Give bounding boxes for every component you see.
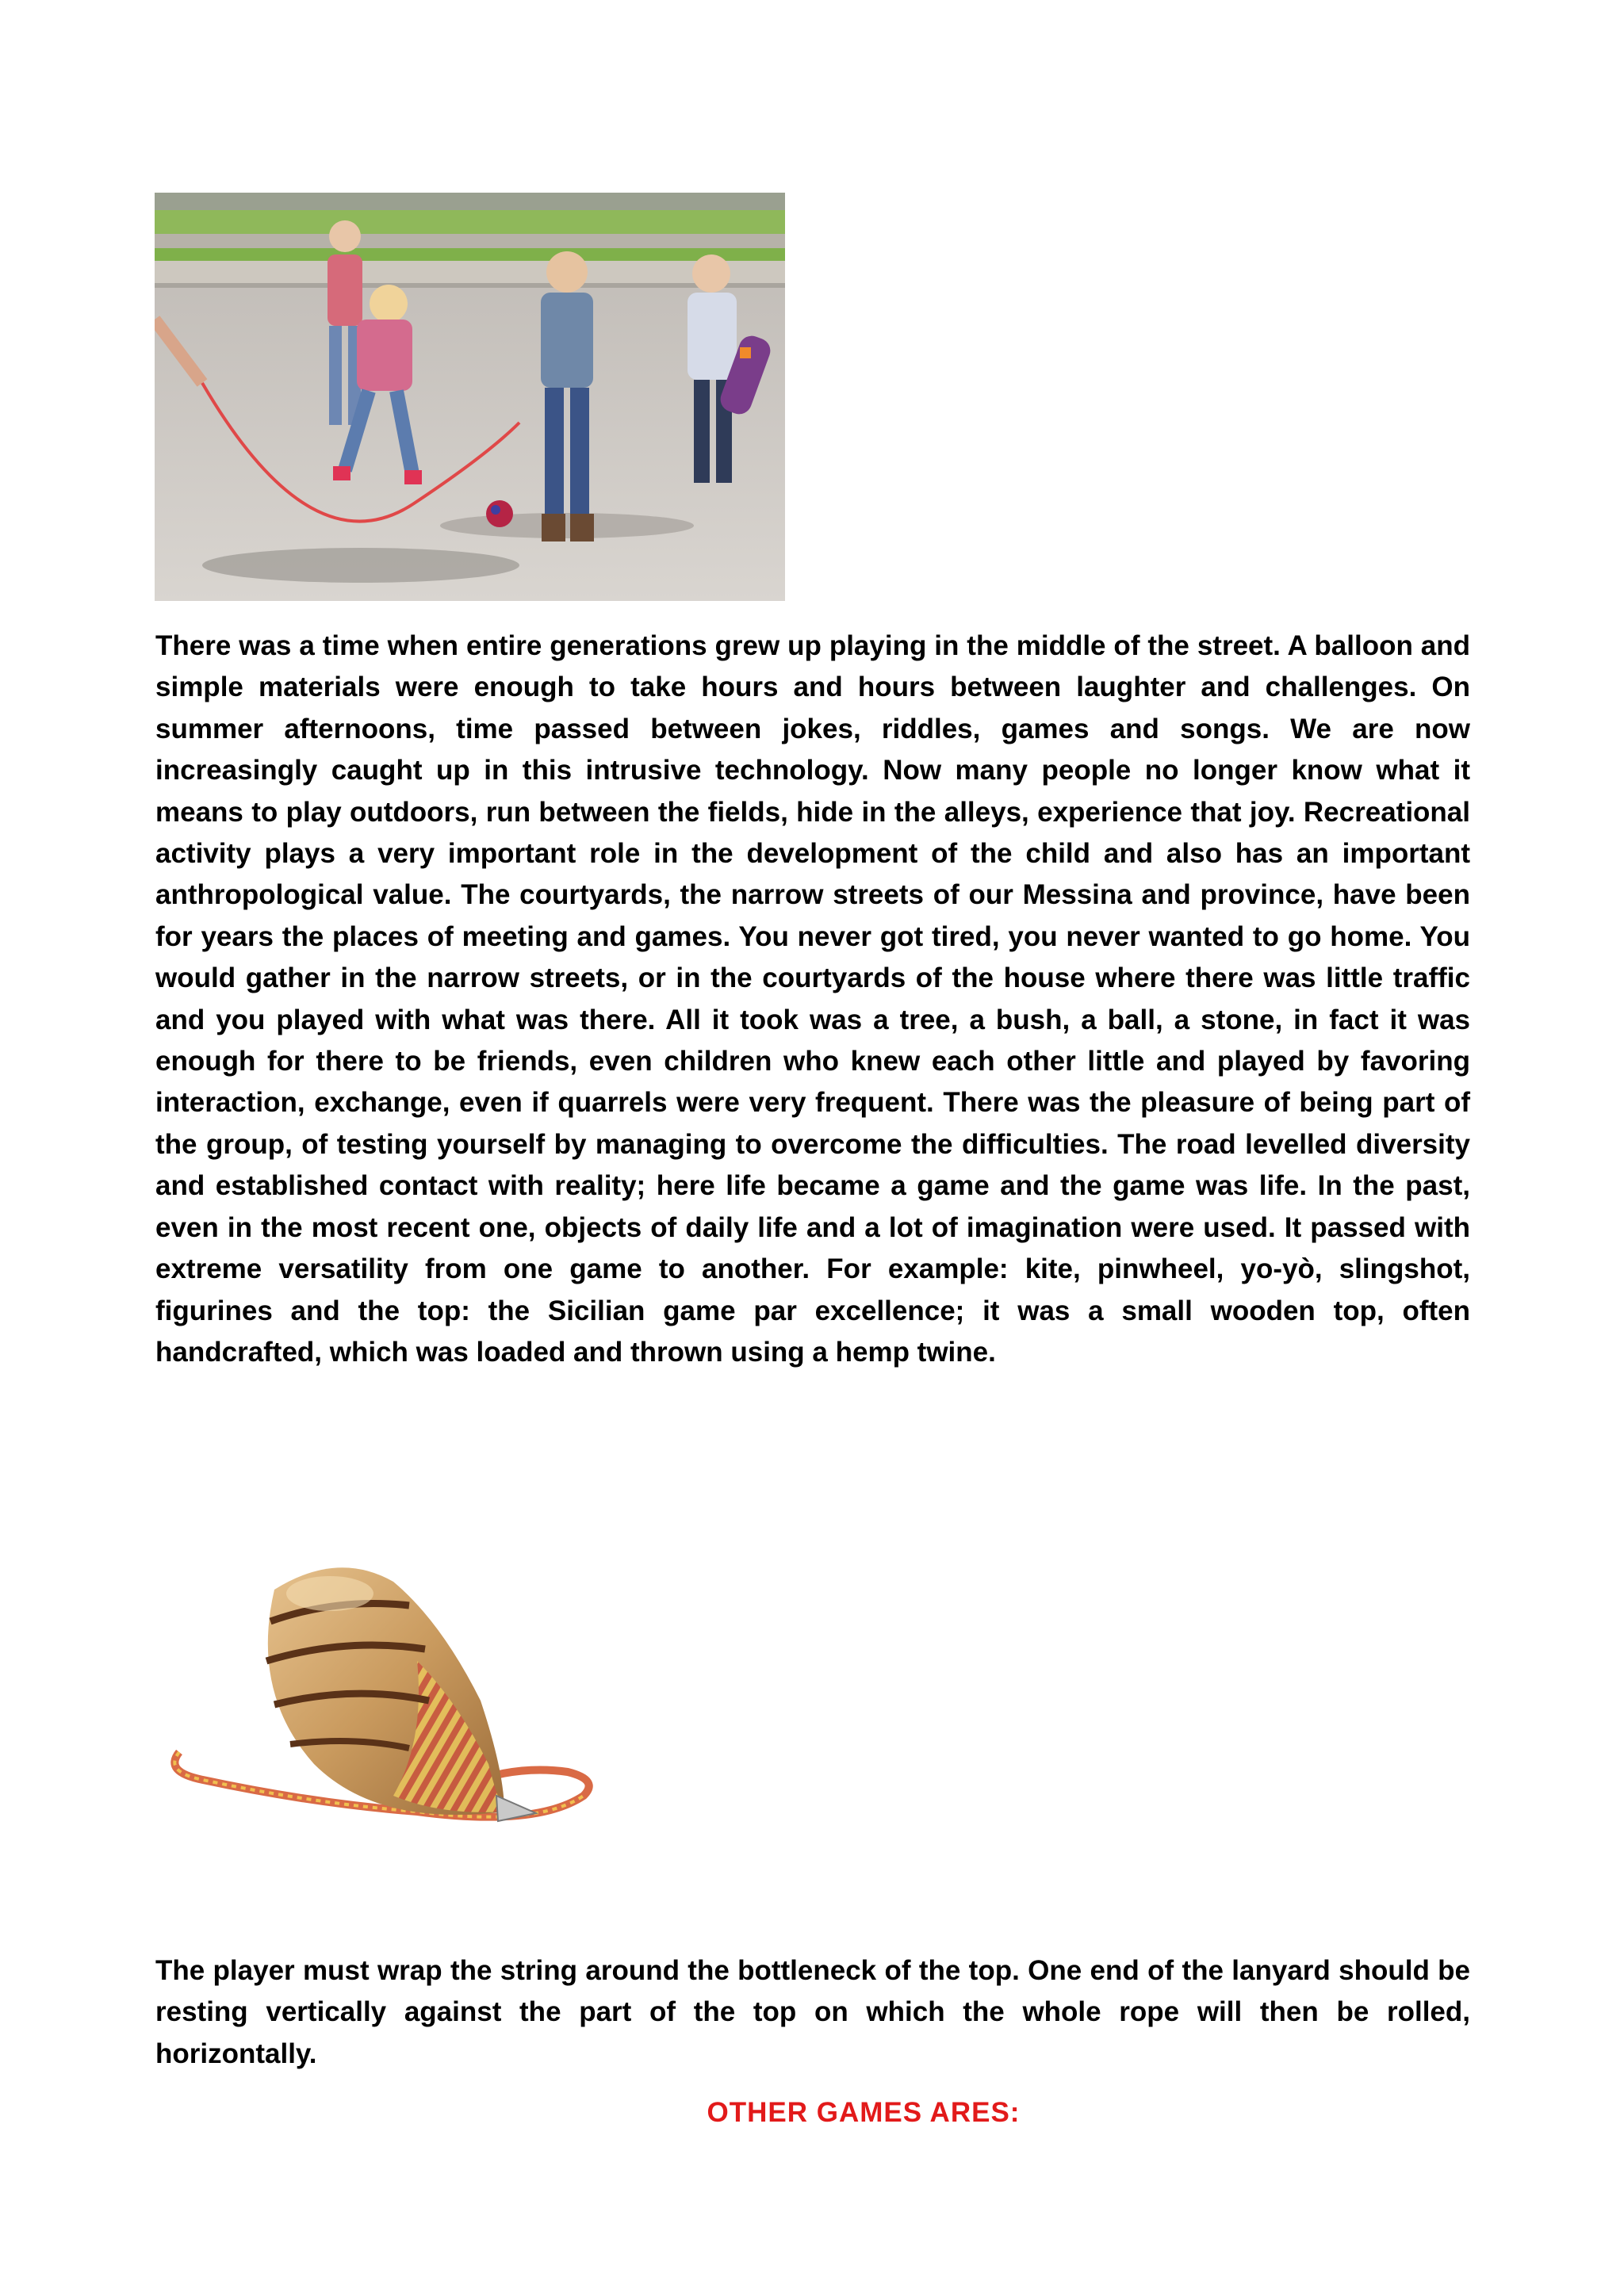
children-playing-photo (155, 193, 785, 601)
intro-paragraph: There was a time when entire generations grew up playing in the middle of the street. A balloon and simple materials were enough to take hours and hours between laughter and challenges. On summer afternoons, time passed between jokes, riddles, games and songs. We are now increasingly caught up in this intrusive technology. Now many people no longer know what it means to play outdoors, run between the fields, hide in the alleys, experience that joy. Recreational activity plays a very important role in the development of the child and also has an important anthropological value. The courtyards, the narrow streets of our Messina and province, have been for years the places of meeting and games. You never got tired, you never wanted to go home. You would gather in the narrow streets, or in the courtyards of the house where there was little traffic and you played with what was there. All it took was a tree, a bush, a ball, a stone, in fact it was enough for there to be friends, even children who knew each other little and played by favoring interaction, exchange, even if quarrels were very frequent. There was the pleasure of being part of the group, of testing yourself by managing to overcome the difficulties. The road levelled diversity and established contact with reality; here life became a game and the game was life. In the past, even in the most recent one, objects of daily life and a lot of imagination were used. It passed with extreme versatility from one game to another. For example: kite, pinwheel, yo-yò, slingshot, figurines and the top: the Sicilian game par excellence; it was a small wooden top, often handcrafted, which was loaded and thrown using a hemp twine. (155, 630, 1470, 1368)
instruction-paragraph: The player must wrap the string around the bottleneck of the top. One end of the lanyard should be resting vertically against the part of the top on which the whole rope will then be rolled, horizontally. (155, 1955, 1470, 2069)
children-playing-street-photo-icon (155, 193, 785, 601)
other-games-heading: OTHER GAMES ARES: (707, 2097, 1021, 2128)
spinning-top-image (155, 1534, 679, 1851)
wooden-spinning-top-with-string-icon (155, 1534, 679, 1851)
